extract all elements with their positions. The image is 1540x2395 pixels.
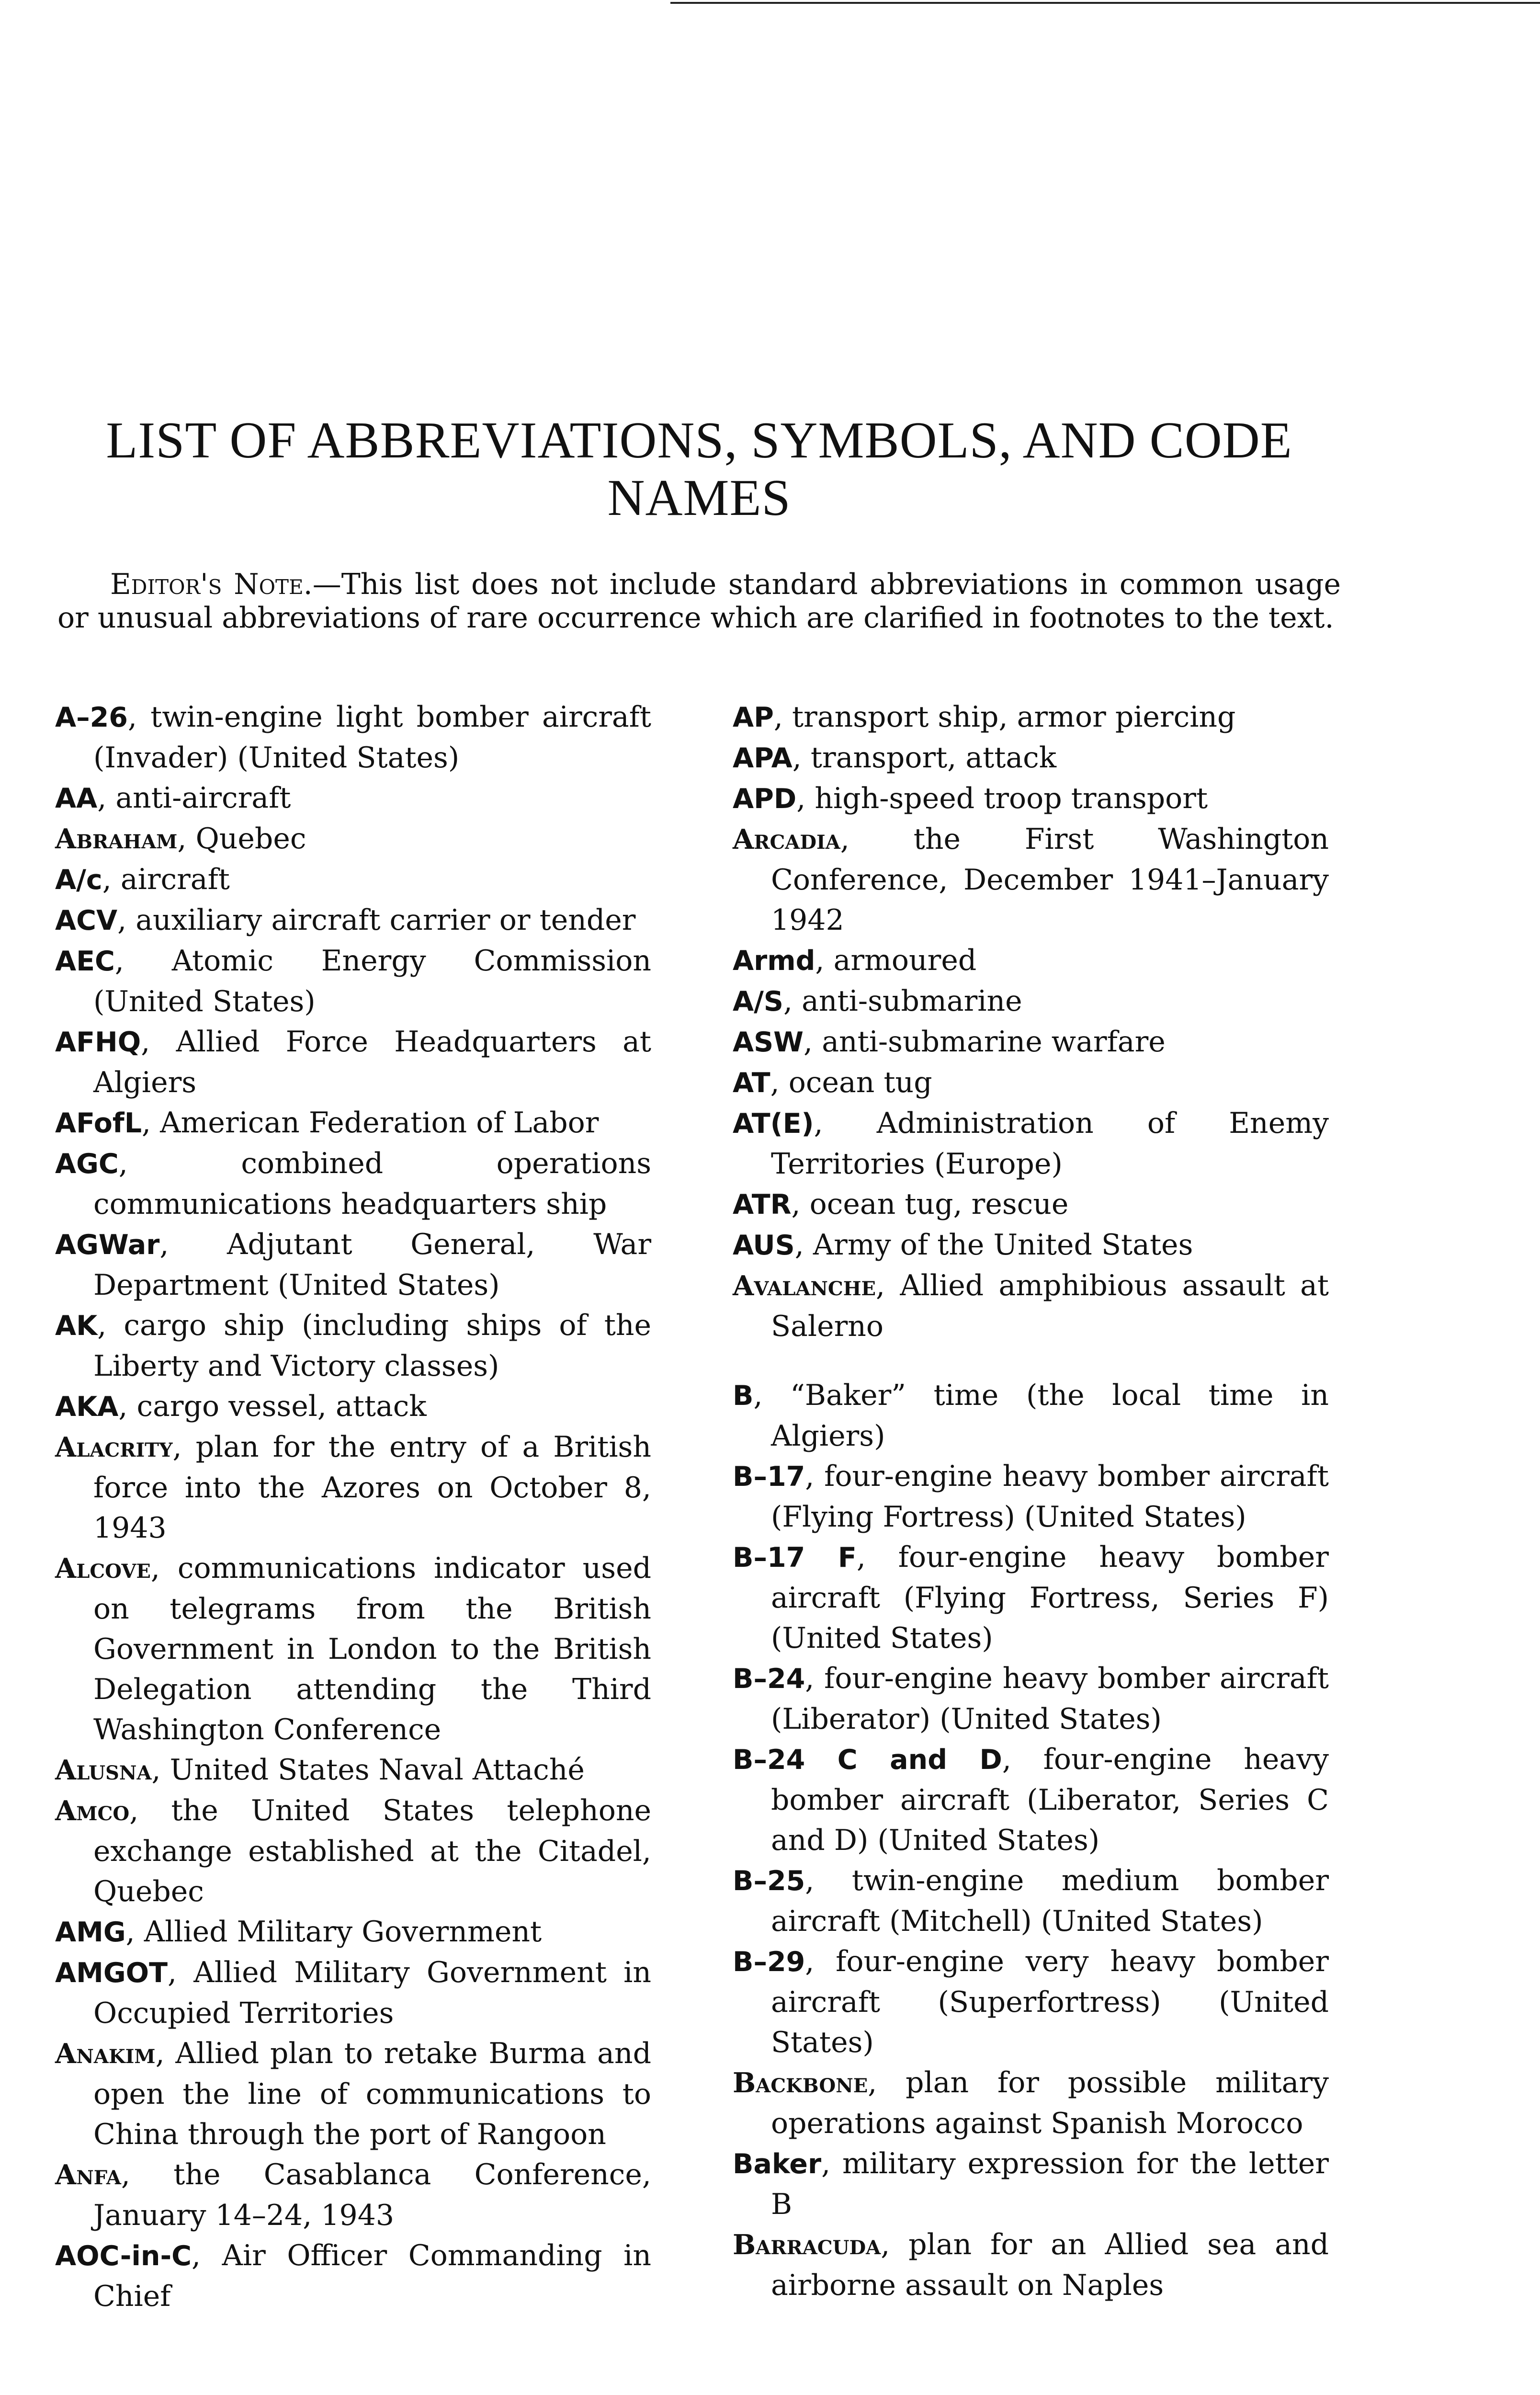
list-item: Avalanche, Allied amphibious assault at Salerno <box>733 1269 1329 1343</box>
list-item: A/S, anti-submarine <box>733 984 1022 1018</box>
list-item: Armd, armoured <box>733 944 977 977</box>
editor-note <box>57 568 1341 635</box>
list-item: Alusna, United States Naval Attaché <box>55 1753 585 1787</box>
list-item: Anakim, Allied plan to retake Burma and open the line of communications to China through the port of Rangoon <box>55 2037 651 2151</box>
list-item: AK, cargo ship (including ships of the Liberty and Victory classes) <box>55 1309 651 1383</box>
list-item: B–17, four-engine heavy bomber aircraft (Flying Fortress) (United States) <box>733 1460 1329 1534</box>
top-rule <box>670 2 1540 4</box>
list-item: AOC-in-C, Air Officer Commanding in Chief <box>55 2239 651 2313</box>
list-item: ATR, ocean tug, rescue <box>733 1187 1069 1221</box>
list-item: A–26, twin-engine light bomber aircraft (Invader) (United States) <box>55 700 651 775</box>
list-item: AEC, Atomic Energy Commission (United States) <box>55 944 651 1018</box>
list-item: APD, high-speed troop transport <box>733 782 1208 815</box>
list-item: AGC, combined operations communications headquarters ship <box>55 1147 651 1221</box>
page-title: LIST OF ABBREVIATIONS, SYMBOLS, AND CODE NAMES <box>106 412 1292 526</box>
list-item: Barracuda, plan for an Allied sea and airborne assault on Naples <box>733 2228 1329 2302</box>
list-item: ASW, anti-submarine warfare <box>733 1025 1166 1059</box>
list-item: AUS, Army of the United States <box>733 1228 1193 1262</box>
list-item: ACV, auxiliary aircraft carrier or tender <box>55 903 636 937</box>
list-item: B, “Baker” time (the local time in Algiers) <box>733 1379 1329 1453</box>
list-item: Amco, the United States telephone exchange established at the Citadel, Quebec <box>55 1794 651 1908</box>
editor-note-text: —This list does not include standard abbreviations in common usage or unusual abbreviations of rare occurrence which are clarified in footnotes to the text. <box>57 568 1341 635</box>
list-item: AP, transport ship, armor piercing <box>733 700 1236 734</box>
left-column <box>55 697 651 2316</box>
list-item: Anfa, the Casablanca Conference, January 14–24, 1943 <box>55 2158 651 2232</box>
list-item: APA, transport, attack <box>733 741 1057 775</box>
list-item: AGWar, Adjutant General, War Department (United States) <box>55 1228 651 1302</box>
list-item: Alcove, communications indicator used on telegrams from the British Government in London to the British Delegation attending the Third Washington Conference <box>55 1551 651 1746</box>
list-item: AFofL, American Federation of Labor <box>55 1106 599 1140</box>
list-item: Abraham, Quebec <box>55 822 306 855</box>
list-item: AKA, cargo vessel, attack <box>55 1390 427 1423</box>
list-item: B–24 C and D, four-engine heavy bomber aircraft (Liberator, Series C and D) (United States) <box>733 1743 1329 1857</box>
list-item: B–17 F, four-engine heavy bomber aircraft (Flying Fortress, Series F) (United States) <box>733 1540 1329 1655</box>
list-item: Backbone, plan for possible military operations against Spanish Morocco <box>733 2066 1329 2140</box>
list-item: Alacrity, plan for the entry of a British force into the Azores on October 8, 1943 <box>55 1430 651 1545</box>
list-item: AT(E), Administration of Enemy Territories (Europe) <box>733 1106 1329 1181</box>
list-item: B–24, four-engine heavy bomber aircraft (Liberator) (United States) <box>733 1662 1329 1736</box>
editor-note-label: Editor's Note. <box>110 568 313 601</box>
list-item: AA, anti-aircraft <box>55 781 291 815</box>
list-item: A/c, aircraft <box>55 863 230 896</box>
list-item: Arcadia, the First Washington Conference, December 1941–January 1942 <box>733 822 1329 937</box>
list-item: AMG, Allied Military Government <box>55 1915 542 1949</box>
list-item: AFHQ, Allied Force Headquarters at Algiers <box>55 1025 651 1099</box>
list-item: AT, ocean tug <box>733 1066 932 1099</box>
list-item: AMGOT, Allied Military Government in Occupied Territories <box>55 1956 651 2030</box>
list-item: B–29, four-engine very heavy bomber aircraft (Superfortress) (United States) <box>733 1945 1329 2059</box>
list-item: B–25, twin-engine medium bomber aircraft (Mitchell) (United States) <box>733 1864 1329 1938</box>
right-column <box>733 697 1329 2305</box>
list-item: Baker, military expression for the letter B <box>733 2147 1329 2221</box>
